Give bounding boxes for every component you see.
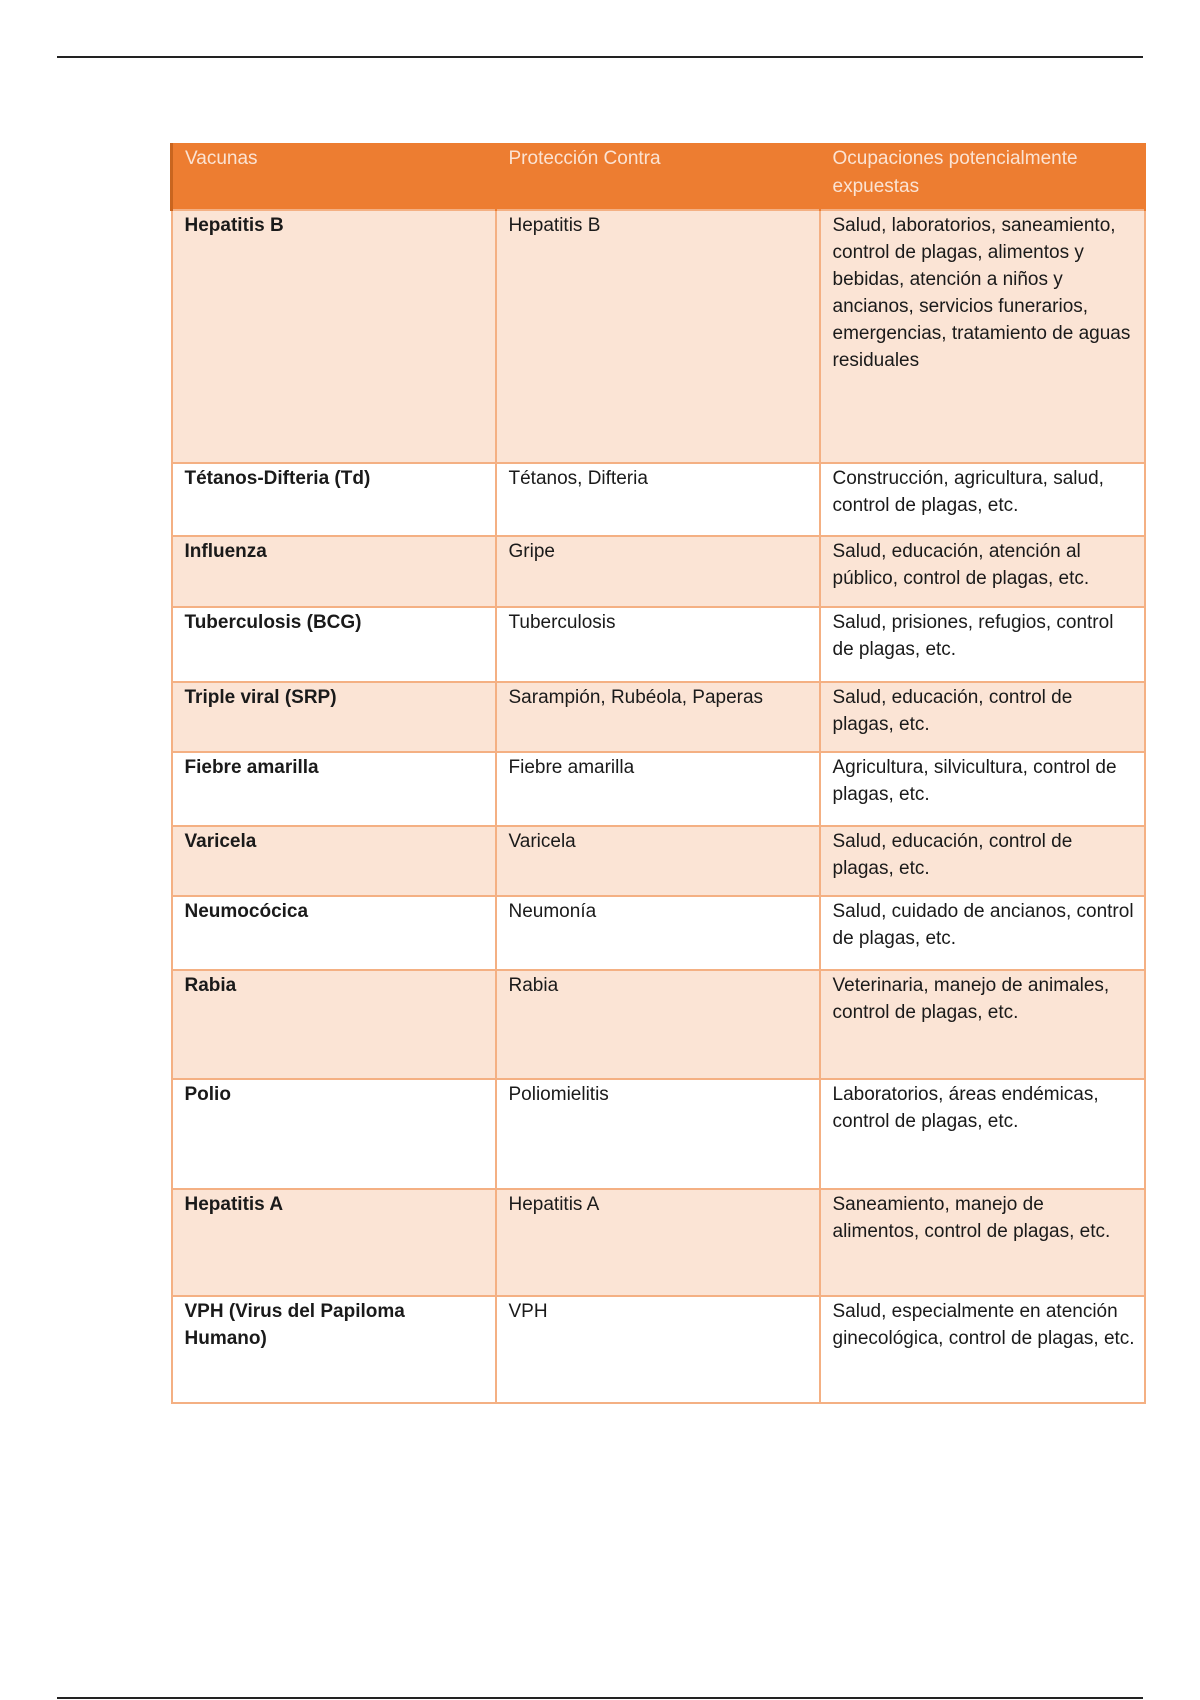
cell-vaccine: Rabia: [172, 970, 496, 1079]
cell-occupations: Construcción, agricultura, salud, control de plagas, etc.: [820, 463, 1145, 536]
header-occupations: Ocupaciones potencialmente expuestas: [820, 143, 1145, 210]
table-row: [172, 1189, 1145, 1296]
cell-vaccine: Hepatitis A: [172, 1189, 496, 1296]
cell-protection: Neumonía: [496, 896, 820, 970]
cell-occupations: Laboratorios, áreas endémicas, control de plagas, etc.: [820, 1079, 1145, 1189]
cell-vaccine: Varicela: [172, 826, 496, 896]
cell-protection: Poliomielitis: [496, 1079, 820, 1189]
table-row: [172, 896, 1145, 970]
cell-vaccine: Polio: [172, 1079, 496, 1189]
cell-occupations: Salud, educación, control de plagas, etc.: [820, 682, 1145, 752]
cell-vaccine: Fiebre amarilla: [172, 752, 496, 826]
vaccine-table-container: [170, 143, 1143, 1404]
cell-protection: Fiebre amarilla: [496, 752, 820, 826]
cell-occupations: Agricultura, silvicultura, control de plagas, etc.: [820, 752, 1145, 826]
cell-protection: Rabia: [496, 970, 820, 1079]
vaccine-table: [170, 143, 1146, 1404]
cell-protection: Tuberculosis: [496, 607, 820, 682]
table-row: [172, 682, 1145, 752]
cell-occupations: Salud, laboratorios, saneamiento, control de plagas, alimentos y bebidas, atención a niños y ancianos, servicios funerarios, emergencias, tratamiento de aguas residuales: [820, 210, 1145, 463]
table-row: [172, 607, 1145, 682]
cell-protection: Hepatitis B: [496, 210, 820, 463]
cell-protection: Varicela: [496, 826, 820, 896]
table-row: [172, 536, 1145, 607]
cell-vaccine: Tuberculosis (BCG): [172, 607, 496, 682]
cell-vaccine: Neumocócica: [172, 896, 496, 970]
cell-protection: VPH: [496, 1296, 820, 1403]
table-row: [172, 1079, 1145, 1189]
table-row: [172, 970, 1145, 1079]
cell-vaccine: Tétanos-Difteria (Td): [172, 463, 496, 536]
top-rule: [57, 56, 1143, 58]
cell-vaccine: Hepatitis B: [172, 210, 496, 463]
bottom-rule: [57, 1697, 1143, 1699]
cell-protection: Sarampión, Rubéola, Paperas: [496, 682, 820, 752]
cell-occupations: Salud, educación, control de plagas, etc.: [820, 826, 1145, 896]
table-row: [172, 210, 1145, 463]
table-row: [172, 826, 1145, 896]
cell-protection: Hepatitis A: [496, 1189, 820, 1296]
table-header-row: [172, 143, 1145, 210]
table-row: [172, 1296, 1145, 1403]
cell-occupations: Saneamiento, manejo de alimentos, control de plagas, etc.: [820, 1189, 1145, 1296]
cell-occupations: Veterinaria, manejo de animales, control de plagas, etc.: [820, 970, 1145, 1079]
header-vaccines: Vacunas: [172, 143, 496, 210]
cell-occupations: Salud, prisiones, refugios, control de plagas, etc.: [820, 607, 1145, 682]
table-row: [172, 463, 1145, 536]
header-protection: Protección Contra: [496, 143, 820, 210]
cell-vaccine: Triple viral (SRP): [172, 682, 496, 752]
cell-vaccine: VPH (Virus del Papiloma Humano): [172, 1296, 496, 1403]
cell-protection: Gripe: [496, 536, 820, 607]
table-row: [172, 752, 1145, 826]
cell-protection: Tétanos, Difteria: [496, 463, 820, 536]
cell-occupations: Salud, especialmente en atención ginecológica, control de plagas, etc.: [820, 1296, 1145, 1403]
cell-occupations: Salud, educación, atención al público, control de plagas, etc.: [820, 536, 1145, 607]
cell-occupations: Salud, cuidado de ancianos, control de plagas, etc.: [820, 896, 1145, 970]
cell-vaccine: Influenza: [172, 536, 496, 607]
